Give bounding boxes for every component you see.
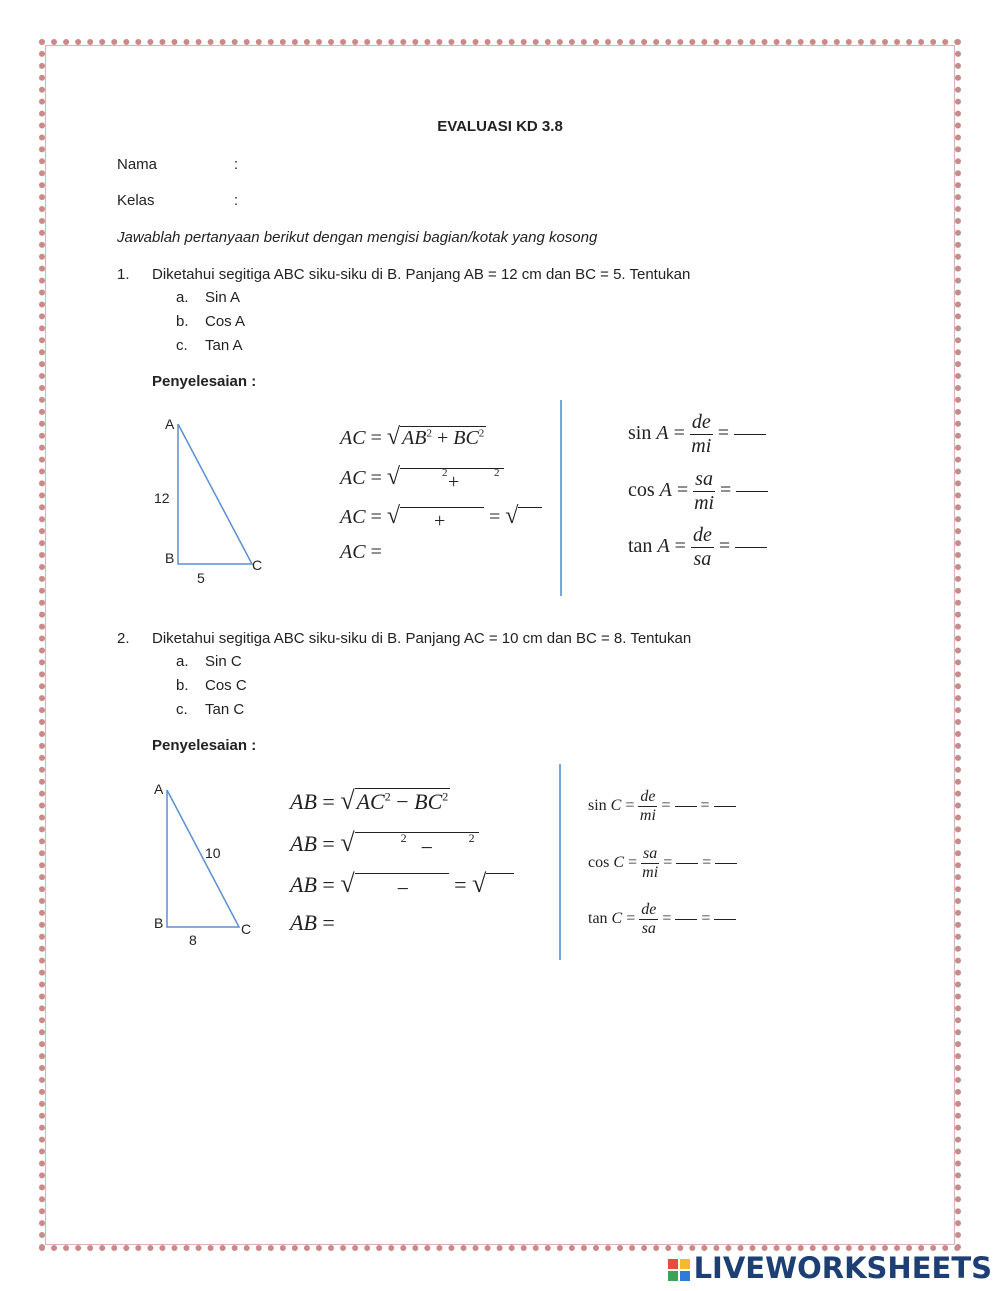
sqrt-icon: √ xyxy=(340,869,355,898)
solution-label: Penyelesaian : xyxy=(152,373,257,390)
question-number: 2. xyxy=(117,630,130,647)
pythagoras-line-3 xyxy=(340,503,542,530)
fn-name: sin xyxy=(628,422,652,445)
exponent: 2 xyxy=(442,789,449,804)
angle: C xyxy=(613,854,624,872)
ratio-tan: tan C = $\frac{de}{sa}$ = = xyxy=(588,901,736,938)
vertex-b-label: B xyxy=(154,915,164,931)
operator: + xyxy=(434,510,446,532)
sqrt-icon: √ xyxy=(386,424,401,450)
ratio-cos: cos C = $\frac{sa}{mi}$ = = xyxy=(588,845,737,882)
item-marker: c. xyxy=(176,337,188,354)
section-divider xyxy=(559,764,561,960)
nama-colon: : xyxy=(234,156,239,173)
lhs: AB xyxy=(290,831,317,856)
item-label: Sin A xyxy=(205,289,241,306)
lhs: AC xyxy=(340,541,366,563)
equals: = xyxy=(370,467,382,489)
sqrt-icon: √ xyxy=(340,828,355,857)
question-text: Diketahui segitiga ABC siku-siku di B. Panjang AC = 10 cm dan BC = 8. Tentukan xyxy=(152,630,692,647)
operator: + xyxy=(436,427,449,449)
denominator: mi xyxy=(642,864,659,881)
answer-blank[interactable] xyxy=(714,919,736,920)
item-marker: a. xyxy=(176,653,189,670)
item-marker: b. xyxy=(176,313,189,330)
exponent: 2 xyxy=(494,467,500,479)
pythagoras-line-2 xyxy=(290,828,479,858)
vertex-a-label: A xyxy=(154,781,164,797)
page-title: EVALUASI KD 3.8 xyxy=(437,118,563,135)
vertex-a-label: A xyxy=(165,416,175,432)
fn-name: tan xyxy=(628,535,653,558)
numerator: de xyxy=(641,901,657,918)
term-b: BC xyxy=(453,427,479,449)
answer-blank[interactable] xyxy=(735,547,767,548)
ratio-sin: sin A = $\frac{de}{mi}$ = xyxy=(628,411,766,458)
answer-blank[interactable] xyxy=(714,806,736,807)
numerator: sa xyxy=(643,845,658,862)
sqrt-icon: √ xyxy=(340,786,355,815)
equals: = xyxy=(489,506,501,528)
nama-label: Nama xyxy=(117,156,158,173)
question-number: 1. xyxy=(117,266,130,283)
kelas-label: Kelas xyxy=(117,192,155,209)
equals: = xyxy=(322,789,335,814)
numerator: de xyxy=(691,411,711,433)
lhs: AB xyxy=(290,872,317,897)
numerator: de xyxy=(640,788,656,805)
answer-blank[interactable] xyxy=(676,863,698,864)
kelas-colon: : xyxy=(234,192,239,209)
ratio-cos: cos A = $\frac{sa}{mi}$ = xyxy=(628,468,768,515)
angle: A xyxy=(657,535,670,558)
item-label: Tan A xyxy=(205,337,243,354)
pythagoras-line-1 xyxy=(340,424,486,451)
pythagoras-line-2 xyxy=(340,464,504,491)
fn-name: sin xyxy=(588,797,607,815)
fn-name: cos xyxy=(588,854,610,872)
section-divider xyxy=(560,400,562,596)
equals: = xyxy=(370,506,382,528)
equals: = xyxy=(322,872,335,897)
exponent: 2 xyxy=(426,427,432,440)
exponent: 2 xyxy=(442,467,448,479)
side-bc-label: 8 xyxy=(189,932,197,948)
lhs: AB xyxy=(290,910,317,935)
side-ac-label: 10 xyxy=(205,845,221,861)
item-label: Cos C xyxy=(205,677,247,694)
fn-name: tan xyxy=(588,910,608,928)
answer-blank[interactable] xyxy=(675,919,697,920)
denominator: mi xyxy=(639,807,656,824)
exponent: 2 xyxy=(384,789,391,804)
liveworksheets-logo-icon xyxy=(668,1259,690,1281)
denominator: mi xyxy=(691,435,712,457)
angle: C xyxy=(611,910,623,928)
pythagoras-result xyxy=(340,541,382,564)
pythagoras-result xyxy=(290,910,335,936)
lhs: AC xyxy=(340,467,366,489)
solution-label: Penyelesaian : xyxy=(152,737,257,754)
numerator: de xyxy=(692,524,712,546)
exponent: 2 xyxy=(468,831,475,845)
item-marker: c. xyxy=(176,701,188,718)
question-text: Diketahui segitiga ABC siku-siku di B. Panjang AB = 12 cm dan BC = 5. Tentukan xyxy=(152,266,691,283)
item-label: Tan C xyxy=(205,701,245,718)
denominator: sa xyxy=(641,920,656,937)
pythagoras-line-3 xyxy=(290,869,514,899)
sqrt-icon: √ xyxy=(386,464,401,490)
equals: = xyxy=(370,427,382,449)
pythagoras-line-1 xyxy=(290,786,450,816)
ratio-tan: tan A = $\frac{de}{sa}$ = xyxy=(628,524,767,571)
item-marker: a. xyxy=(176,289,189,306)
equals: = xyxy=(322,910,335,935)
liveworksheets-watermark[interactable] xyxy=(668,1251,992,1285)
numerator: sa xyxy=(695,468,713,490)
answer-blank[interactable] xyxy=(736,491,768,492)
triangle-diagram xyxy=(150,780,270,950)
vertex-c-label: C xyxy=(241,921,252,937)
watermark-text: LIVEWORKSHEETS xyxy=(693,1251,992,1285)
answer-blank[interactable] xyxy=(675,806,697,807)
operator: + xyxy=(448,471,460,493)
fn-name: cos xyxy=(628,479,655,502)
triangle-shape xyxy=(178,424,252,564)
sqrt-icon: √ xyxy=(505,503,519,529)
equals: = xyxy=(370,541,382,563)
angle: A xyxy=(656,422,669,445)
equals: = xyxy=(454,872,467,897)
sqrt-icon: √ xyxy=(472,869,487,898)
angle: A xyxy=(659,479,672,502)
ratio-sin: sin C = $\frac{de}{mi}$ = = xyxy=(588,788,736,825)
vertex-b-label: B xyxy=(165,550,175,566)
side-ab-label: 12 xyxy=(154,490,170,506)
denominator: sa xyxy=(693,548,712,570)
side-bc-label: 5 xyxy=(197,570,205,586)
lhs: AB xyxy=(290,789,317,814)
sqrt-icon: √ xyxy=(386,503,401,529)
term-a: AC xyxy=(356,789,385,814)
item-label: Sin C xyxy=(205,653,242,670)
instruction: Jawablah pertanyaan berikut dengan mengisi bagian/kotak yang kosong xyxy=(117,229,598,246)
lhs: AC xyxy=(340,506,366,528)
vertex-c-label: C xyxy=(252,557,263,573)
exponent: 2 xyxy=(400,831,407,845)
item-marker: b. xyxy=(176,677,189,694)
lhs: AC xyxy=(340,427,366,449)
angle: C xyxy=(610,797,622,815)
operator: − xyxy=(396,876,410,901)
operator: − xyxy=(420,835,434,860)
operator: − xyxy=(396,789,409,814)
exponent: 2 xyxy=(478,427,485,440)
answer-blank[interactable] xyxy=(734,434,766,435)
term-b: BC xyxy=(414,789,443,814)
equals: = xyxy=(322,831,335,856)
denominator: mi xyxy=(694,492,715,514)
answer-blank[interactable] xyxy=(715,863,737,864)
triangle-shape xyxy=(167,790,239,927)
item-label: Cos A xyxy=(205,313,246,330)
term-a: AB xyxy=(402,427,427,449)
